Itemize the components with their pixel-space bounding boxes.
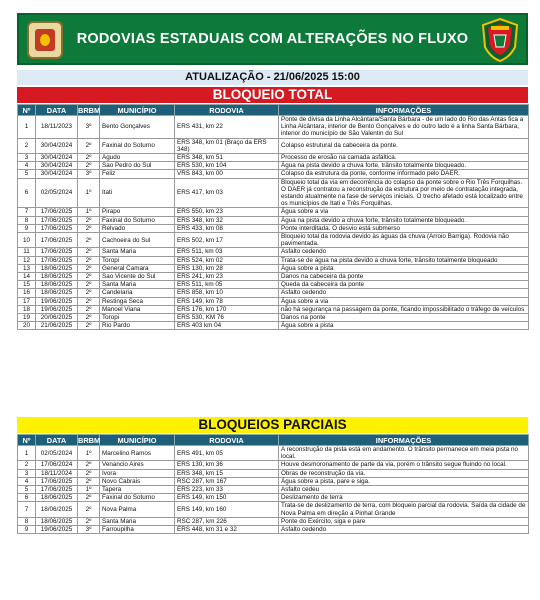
cell-number: 1 [18, 446, 36, 461]
cell-date: 17/06/2025 [36, 233, 78, 248]
cell-date: 19/06/2025 [36, 526, 78, 534]
cell-rodovia: ERS 348, km 32 [175, 216, 279, 224]
cell-informacoes: Asfalto cedendo [279, 248, 529, 256]
cell-number: 5 [18, 170, 36, 178]
cell-informacoes: Ponte interditada. O desvio está submerso [279, 224, 529, 232]
cell-date: 18/06/2025 [36, 502, 78, 517]
cell-municipio: Faxinal do Soturno [100, 216, 175, 224]
cell-number: 9 [18, 224, 36, 232]
cell-rodovia: RSC 287, km 167 [175, 477, 279, 485]
cell-rodovia: ERS 176, km 170 [175, 305, 279, 313]
table-row [18, 322, 529, 330]
cell-number: 5 [18, 486, 36, 494]
cell-date: 18/06/2025 [36, 494, 78, 502]
table-row [18, 170, 529, 178]
table-row [18, 256, 529, 264]
cell-rodovia: ERS 223, km 33 [175, 486, 279, 494]
table-row [18, 517, 529, 525]
cell-informacoes: Houve desmoronamento de parte da via, porém o trânsito segue fluindo no local. [279, 461, 529, 469]
cell-brbm: 2º [78, 469, 100, 477]
cell-brbm: 2º [78, 256, 100, 264]
col-header-rodovia: RODOVIA [175, 435, 279, 446]
table-row [18, 208, 529, 216]
cell-date: 17/06/2025 [36, 216, 78, 224]
cell-rodovia: ERS 417, km 03 [175, 178, 279, 208]
cell-rodovia: ERS 241, km 23 [175, 273, 279, 281]
cell-informacoes: Água na pista devido a chuva forte, trânsito totalmente bloqueado. [279, 216, 529, 224]
cell-number: 13 [18, 264, 36, 272]
cell-municipio: Itati [100, 178, 175, 208]
cell-number: 3 [18, 469, 36, 477]
cell-municipio: Santa Maria [100, 281, 175, 289]
col-header-municipio: MUNICÍPIO [100, 105, 175, 116]
cell-date: 30/04/2024 [36, 162, 78, 170]
cell-rodovia: ERS 130, km 28 [175, 264, 279, 272]
col-header-brbm: BRBM [78, 105, 101, 115]
col-header-n: Nº [18, 435, 36, 446]
cell-date: 18/06/2025 [36, 273, 78, 281]
cell-number: 19 [18, 314, 36, 322]
cell-informacoes: Danos na ponte [279, 314, 529, 322]
table-row [18, 502, 529, 517]
cell-informacoes: Asfalto cedeu [279, 486, 529, 494]
cell-brbm: 2º [78, 273, 100, 281]
cell-municipio: Faxinal do Soturno [100, 494, 175, 502]
cell-informacoes: Água sobre a pista [279, 322, 529, 330]
cell-brbm: 1º [78, 178, 100, 208]
table-header-row [18, 435, 529, 446]
cell-rodovia: ERS 431, km 22 [175, 116, 279, 139]
cell-date: 21/06/2025 [36, 322, 78, 330]
cell-brbm: 2º [78, 322, 100, 330]
table-row [18, 273, 529, 281]
cell-informacoes: Água sobre a via [279, 297, 529, 305]
cell-brbm: 2º [78, 154, 100, 162]
cell-number: 10 [18, 233, 36, 248]
cell-rodovia: ERS 550, km 23 [175, 208, 279, 216]
cell-municipio: Bento Gonçalves [100, 116, 175, 139]
cell-municipio: Sao Pedro do Sul [100, 162, 175, 170]
cell-date: 18/06/2025 [36, 281, 78, 289]
cell-municipio: Faxinal do Soturno [100, 138, 175, 153]
cell-brbm: 2º [78, 289, 100, 297]
cell-informacoes: Bloqueio total da via em decorrência do colapso da ponte sobre o Rio Três Forquilhas. O DAER já contratou a reconstrução da estrutura por meio de contratação integrada, estando atualmente na fase de serviços iniciais. O trecho afetado está localizado entre os municípios de Itati e Três Forquilhas. [279, 178, 529, 208]
col-header-n: Nº [18, 105, 36, 116]
table-row [18, 494, 529, 502]
section-title-bloqueio-total: BLOQUEIO TOTAL [17, 87, 528, 103]
cell-rodovia: ERS 348, km 51 [175, 154, 279, 162]
cell-rodovia: ERS 524, km 02 [175, 256, 279, 264]
cell-date: 18/06/2025 [36, 517, 78, 525]
cell-brbm: 2º [78, 297, 100, 305]
cell-number: 7 [18, 208, 36, 216]
cell-informacoes: Água sobre a via [279, 208, 529, 216]
cell-informacoes: Processo de erosão na camada asfáltica. [279, 154, 529, 162]
cell-number: 18 [18, 305, 36, 313]
document-frame [17, 13, 528, 574]
cell-informacoes: Asfalto cedendo [279, 526, 529, 534]
cell-number: 11 [18, 248, 36, 256]
cell-rodovia: VRS 843, km 00 [175, 170, 279, 178]
table-row [18, 526, 529, 534]
table-row [18, 162, 529, 170]
cell-rodovia: ERS 348, km 01 (Braço da ERS 348) [175, 138, 279, 153]
cell-informacoes: Colapso estrutural da cabeceira da ponte. [279, 138, 529, 153]
col-header-informacoes: INFORMAÇÕES [279, 105, 529, 116]
cell-number: 2 [18, 461, 36, 469]
cell-informacoes: Ponte do Exército, siga e pare [279, 517, 529, 525]
cell-municipio: Farroupilha [100, 526, 175, 534]
section-title-bloqueios-parciais: BLOQUEIOS PARCIAIS [17, 417, 528, 433]
cell-municipio: Nova Palma [100, 502, 175, 517]
cell-number: 14 [18, 273, 36, 281]
cell-number: 4 [18, 162, 36, 170]
cell-rodovia: ERS 530, KM 76 [175, 314, 279, 322]
cell-rodovia: ERS 130, km 36 [175, 461, 279, 469]
table-row [18, 461, 529, 469]
cell-brbm: 2º [78, 314, 100, 322]
cell-informacoes: Asfalto cedendo [279, 289, 529, 297]
cell-brbm: 2º [78, 216, 100, 224]
cell-date: 30/04/2024 [36, 170, 78, 178]
cell-informacoes: Bloqueio total da rodovia devido às águas da chuva (Arroio Barriga). Rodovia não pavimentada. [279, 233, 529, 248]
cell-date: 30/04/2024 [36, 138, 78, 153]
cell-date: 17/06/2025 [36, 256, 78, 264]
table-row [18, 154, 529, 162]
cell-municipio: Relvado [100, 224, 175, 232]
cell-date: 17/06/2025 [36, 224, 78, 232]
table-row [18, 264, 529, 272]
cell-brbm: 2º [78, 264, 100, 272]
col-header-municipio: MUNICÍPIO [100, 435, 175, 446]
table-row [18, 469, 529, 477]
table-row [18, 477, 529, 485]
col-header-rodovia: RODOVIA [175, 105, 279, 116]
cell-number: 8 [18, 517, 36, 525]
cell-rodovia: ERS 149, km 78 [175, 297, 279, 305]
cell-number: 1 [18, 116, 36, 139]
cell-date: 17/06/2025 [36, 248, 78, 256]
cell-municipio: Rio Pardo [100, 322, 175, 330]
cell-brbm: 2º [78, 224, 100, 232]
cell-rodovia: ERS 149, km 160 [175, 502, 279, 517]
cell-rodovia: ERS 858, km 10 [175, 289, 279, 297]
cell-brbm: 3º [78, 116, 100, 139]
cell-municipio: Tapera [100, 486, 175, 494]
cell-date: 18/11/2023 [36, 116, 78, 139]
cell-number: 3 [18, 154, 36, 162]
cell-municipio: Agudo [100, 154, 175, 162]
table-row [18, 314, 529, 322]
cell-rodovia: ERS 511, km 05 [175, 281, 279, 289]
cell-date: 19/06/2025 [36, 297, 78, 305]
cell-informacoes: Danos na cabeceira da ponte [279, 273, 529, 281]
cell-number: 4 [18, 477, 36, 485]
cell-informacoes: Água sobre a pista [279, 264, 529, 272]
table-bloqueios-parciais [17, 434, 529, 534]
cell-brbm: 2º [78, 248, 100, 256]
table-row [18, 297, 529, 305]
cell-brbm: 1º [78, 486, 100, 494]
cell-brbm: 2º [78, 461, 100, 469]
table-row [18, 248, 529, 256]
cell-date: 17/06/2025 [36, 477, 78, 485]
table-row [18, 138, 529, 153]
page-title: RODOVIAS ESTADUAIS COM ALTERAÇÕES NO FLUXO [76, 31, 469, 47]
cell-brbm: 2º [78, 281, 100, 289]
cell-informacoes: Obras de reconstrução da via. [279, 469, 529, 477]
table-row [18, 116, 529, 139]
cell-municipio: Manoel Viana [100, 305, 175, 313]
cell-municipio: Santa Maria [100, 248, 175, 256]
table-row [18, 178, 529, 208]
table-bloqueio-total [17, 104, 529, 330]
table-header-row [18, 105, 529, 116]
cell-rodovia: ERS 491, km 05 [175, 446, 279, 461]
cell-rodovia: ERS 403 km 04 [175, 322, 279, 330]
cell-number: 15 [18, 281, 36, 289]
cell-municipio: Cachoeira do Sul [100, 233, 175, 248]
col-header-brbm: BRBM [78, 435, 101, 445]
cell-number: 16 [18, 289, 36, 297]
cell-date: 17/06/2024 [36, 461, 78, 469]
col-header-data: DATA [36, 435, 78, 446]
cell-number: 8 [18, 216, 36, 224]
cell-informacoes: Água sobre a pista, pare e siga. [279, 477, 529, 485]
cell-rodovia: ERS 530, km 104 [175, 162, 279, 170]
cell-municipio: Santa Maria [100, 517, 175, 525]
cell-rodovia: ERS 448, km 31 e 32 [175, 526, 279, 534]
cell-rodovia: RSC 287, km 226 [175, 517, 279, 525]
police-badge-icon [480, 17, 520, 63]
table-row [18, 216, 529, 224]
cell-rodovia: ERS 433, km 08 [175, 224, 279, 232]
cell-brbm: 2º [78, 517, 100, 525]
cell-informacoes: Colapso da estrutura da ponte, conforme informado pelo DAER. [279, 170, 529, 178]
cell-date: 17/06/2025 [36, 208, 78, 216]
table-row [18, 224, 529, 232]
header-banner [17, 13, 528, 65]
cell-date: 18/06/2025 [36, 264, 78, 272]
cell-number: 6 [18, 494, 36, 502]
cell-informacoes: A reconstrução da pista está em andamento. O trânsito permanece em meia pista no local. [279, 446, 529, 461]
cell-municipio: General Camara [100, 264, 175, 272]
cell-brbm: 3º [78, 526, 100, 534]
cell-number: 12 [18, 256, 36, 264]
cell-date: 17/06/2025 [36, 486, 78, 494]
cell-municipio: Restinga Seca [100, 297, 175, 305]
cell-municipio: Pirapo [100, 208, 175, 216]
cell-date: 02/05/2024 [36, 446, 78, 461]
cell-number: 20 [18, 322, 36, 330]
cell-informacoes: não há segurança na passagem da ponte, ficando impossibilitado o tráfego de veículos [279, 305, 529, 313]
table-row [18, 289, 529, 297]
cell-rodovia: ERS 511, km 03 [175, 248, 279, 256]
cell-brbm: 2º [78, 477, 100, 485]
update-timestamp: ATUALIZAÇÃO - 21/06/2025 15:00 [17, 70, 528, 85]
cell-number: 2 [18, 138, 36, 153]
cell-brbm: 2º [78, 502, 100, 517]
cell-date: 30/04/2024 [36, 154, 78, 162]
table-row [18, 233, 529, 248]
col-header-data: DATA [36, 105, 78, 116]
cell-brbm: 1º [78, 446, 100, 461]
cell-municipio: Ivora [100, 469, 175, 477]
cell-brbm: 2º [78, 494, 100, 502]
cell-date: 18/06/2025 [36, 289, 78, 297]
daer-seal-icon [27, 21, 63, 59]
cell-municipio: Feliz [100, 170, 175, 178]
table-row [18, 486, 529, 494]
table-row [18, 281, 529, 289]
cell-brbm: 3º [78, 170, 100, 178]
cell-number: 6 [18, 178, 36, 208]
cell-informacoes: Queda da cabeceira da ponte [279, 281, 529, 289]
cell-municipio: Marcelino Ramos [100, 446, 175, 461]
cell-municipio: Venancio Aires [100, 461, 175, 469]
cell-municipio: Sao Vicente do Sul [100, 273, 175, 281]
cell-brbm: 2º [78, 305, 100, 313]
col-header-informacoes: INFORMAÇÕES [279, 435, 529, 446]
cell-rodovia: ERS 348, km 15 [175, 469, 279, 477]
cell-date: 20/06/2025 [36, 314, 78, 322]
table-row [18, 446, 529, 461]
cell-brbm: 2º [78, 138, 100, 153]
cell-informacoes: Água na pista devido a chuva forte, trânsito totalmente bloqueado. [279, 162, 529, 170]
table-row [18, 305, 529, 313]
cell-rodovia: ERS 149, km 150 [175, 494, 279, 502]
cell-date: 18/11/2024 [36, 469, 78, 477]
cell-informacoes: Deslizamento de terra [279, 494, 529, 502]
cell-informacoes: Ponte de divisa da Linha Alcântara/Santa Bárbara - de um lado do Rio das Antas fica a Linha Alcântara, interior de Bento Gonçalves e do outro lado é a linha Santa Bárbara, interior do município de São Valentin do Sul [279, 116, 529, 139]
cell-informacoes: Trata-se de deslizamento de terra, com bloqueio parcial da rodovia. Saída da cidade de Nova Palma em direção a Pinhal Grande [279, 502, 529, 517]
cell-municipio: Toropi [100, 256, 175, 264]
cell-date: 02/05/2024 [36, 178, 78, 208]
cell-municipio: Toropi [100, 314, 175, 322]
cell-brbm: 2º [78, 233, 100, 248]
cell-rodovia: ERS 502, km 17 [175, 233, 279, 248]
cell-informacoes: Trata-se de água na pista devido a chuva forte, trânsito totalmente bloqueado [279, 256, 529, 264]
cell-number: 7 [18, 502, 36, 517]
cell-date: 19/06/2025 [36, 305, 78, 313]
cell-brbm: 1º [78, 208, 100, 216]
cell-municipio: Candelaria [100, 289, 175, 297]
cell-number: 9 [18, 526, 36, 534]
cell-municipio: Novo Cabrais [100, 477, 175, 485]
cell-number: 17 [18, 297, 36, 305]
cell-brbm: 2º [78, 162, 100, 170]
